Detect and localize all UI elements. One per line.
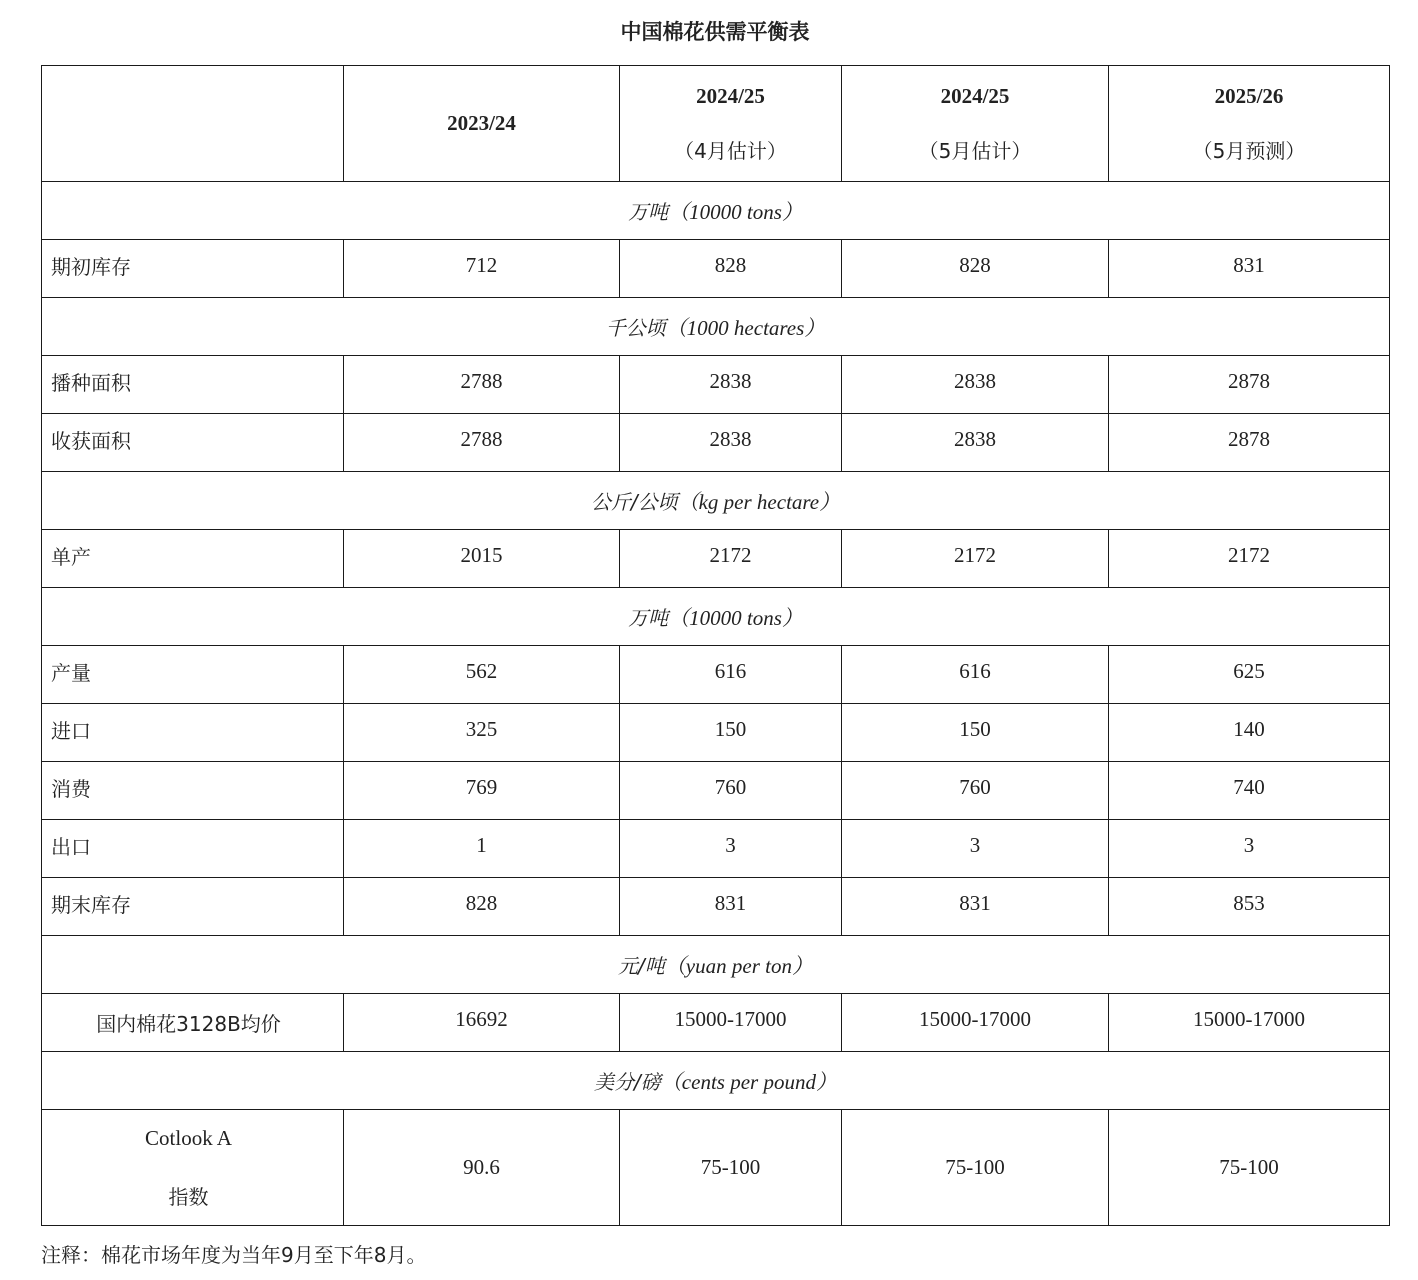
table-row-beginning-stock	[42, 240, 1390, 298]
table-cell: 828	[620, 240, 842, 298]
unit-cell	[42, 588, 1390, 646]
row-label: 国内棉花3128B均价	[42, 994, 344, 1052]
unit-row	[42, 588, 1390, 646]
unit-cn: 万吨	[628, 605, 669, 630]
table-cell: 2878	[1109, 356, 1390, 414]
table-row-cotlook	[42, 1110, 1390, 1226]
table-cell: 616	[842, 646, 1109, 704]
unit-row	[42, 472, 1390, 530]
column-year: 2025/26	[1214, 83, 1284, 108]
table-cell: 150	[842, 704, 1109, 762]
table-cell: 2838	[620, 356, 842, 414]
table-row-imports	[42, 704, 1390, 762]
table-title: 中国棉花供需平衡表	[620, 20, 810, 44]
table-cell: 740	[1109, 762, 1390, 820]
table-cell: 15000-17000	[620, 994, 842, 1052]
table-cell: 90.6	[344, 1110, 620, 1226]
row-label: 单产	[42, 530, 344, 588]
unit-en: （kg per hectare）	[677, 489, 841, 514]
table-row-yield	[42, 530, 1390, 588]
row-label	[42, 1110, 344, 1226]
unit-cn: 千公顷	[605, 315, 666, 340]
table-cell: 2172	[842, 530, 1109, 588]
footnote: 注释：棉花市场年度为当年9月至下年8月。	[41, 1243, 427, 1267]
unit-en: （10000 tons）	[668, 605, 803, 630]
table-cell: 15000-17000	[842, 994, 1109, 1052]
table-cell: 760	[620, 762, 842, 820]
unit-row	[42, 182, 1390, 240]
column-year: 2023/24	[447, 111, 516, 135]
table-cell: 3	[842, 820, 1109, 878]
header-cell-2024-25-apr	[620, 66, 842, 182]
table-cell: 75-100	[620, 1110, 842, 1226]
row-label: 播种面积	[42, 356, 344, 414]
unit-cell	[42, 1052, 1390, 1110]
table-cell: 2838	[620, 414, 842, 472]
row-label: 消费	[42, 762, 344, 820]
table-row-harvested-area	[42, 414, 1390, 472]
table-row-ending-stock	[42, 878, 1390, 936]
unit-row	[42, 936, 1390, 994]
table-cell: 831	[1109, 240, 1390, 298]
table-row-exports	[42, 820, 1390, 878]
table-cell: 2172	[1109, 530, 1390, 588]
unit-row	[42, 1052, 1390, 1110]
column-year: 2024/25	[940, 83, 1010, 108]
table-cell: 616	[620, 646, 842, 704]
table-cell: 15000-17000	[1109, 994, 1390, 1052]
table-row-planted-area	[42, 356, 1390, 414]
column-subtitle: （5月估计）	[918, 138, 1032, 163]
table-cell: 2788	[344, 414, 620, 472]
table-cell: 831	[620, 878, 842, 936]
unit-cell	[42, 936, 1390, 994]
row-label-line1: Cotlook A	[145, 1125, 232, 1150]
table-cell: 2878	[1109, 414, 1390, 472]
unit-en: （cents per pound）	[660, 1069, 837, 1094]
table-cell: 831	[842, 878, 1109, 936]
unit-cn: 万吨	[628, 199, 669, 224]
column-subtitle: （5月预测）	[1192, 138, 1306, 163]
unit-en: （1000 hectares）	[665, 315, 826, 340]
header-row	[42, 66, 1390, 182]
table-cell: 2172	[620, 530, 842, 588]
table-cell: 2015	[344, 530, 620, 588]
column-year: 2024/25	[696, 83, 765, 108]
table-cell: 769	[344, 762, 620, 820]
header-cell-2025-26-may	[1109, 66, 1390, 182]
table-cell: 828	[344, 878, 620, 936]
table-cell: 625	[1109, 646, 1390, 704]
row-label: 进口	[42, 704, 344, 762]
row-label: 产量	[42, 646, 344, 704]
column-subtitle: （4月估计）	[674, 138, 787, 163]
table-row-production	[42, 646, 1390, 704]
table-cell: 712	[344, 240, 620, 298]
unit-row	[42, 298, 1390, 356]
unit-cell	[42, 182, 1390, 240]
unit-cn: 公斤/公顷	[590, 489, 678, 514]
table-cell: 562	[344, 646, 620, 704]
table-cell: 828	[842, 240, 1109, 298]
table-cell: 75-100	[842, 1110, 1109, 1226]
table-cell: 2838	[842, 356, 1109, 414]
supply-demand-table	[41, 65, 1390, 1226]
unit-cell	[42, 472, 1390, 530]
header-cell-2023-24	[344, 66, 620, 182]
row-label: 收获面积	[42, 414, 344, 472]
table-cell: 760	[842, 762, 1109, 820]
table-cell: 16692	[344, 994, 620, 1052]
table-cell: 3	[620, 820, 842, 878]
header-cell-2024-25-may	[842, 66, 1109, 182]
unit-en: （yuan per ton）	[664, 953, 813, 978]
table-cell: 325	[344, 704, 620, 762]
unit-cell	[42, 298, 1390, 356]
table-cell: 2838	[842, 414, 1109, 472]
table-cell: 3	[1109, 820, 1390, 878]
table-cell: 140	[1109, 704, 1390, 762]
table-cell: 1	[344, 820, 620, 878]
table-cell: 853	[1109, 878, 1390, 936]
row-label-line2: 指数	[168, 1184, 209, 1209]
table-cell: 150	[620, 704, 842, 762]
header-corner-cell	[42, 66, 344, 182]
table-cell: 75-100	[1109, 1110, 1390, 1226]
unit-cn: 美分/磅	[594, 1069, 661, 1094]
unit-cn: 元/吨	[618, 953, 665, 978]
table-row-consumption	[42, 762, 1390, 820]
table-row-domestic-price	[42, 994, 1390, 1052]
unit-en: （10000 tons）	[668, 199, 803, 224]
row-label: 期初库存	[42, 240, 344, 298]
row-label: 期末库存	[42, 878, 344, 936]
table-cell: 2788	[344, 356, 620, 414]
row-label: 出口	[42, 820, 344, 878]
